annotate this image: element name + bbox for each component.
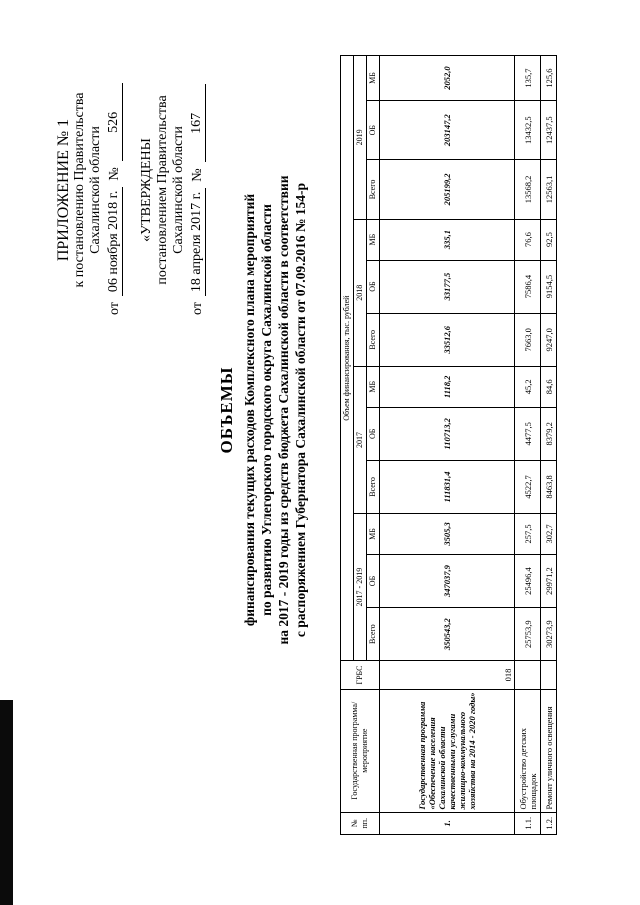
header-ob: ОБ: [367, 407, 380, 460]
heading-line-3: на 2017 - 2019 годы из средств бюджета Сахалинской области в соответствии: [276, 175, 291, 645]
row-num: 1.2.: [541, 812, 557, 834]
row-value: 12437,5: [541, 101, 557, 160]
header-num: № пп.: [341, 812, 380, 834]
row-value: 302,7: [541, 514, 557, 555]
appendix-number: 526: [106, 83, 123, 161]
heading-line-4: с распоряжением Губернатора Сахалинской области от 07.09.2016 № 154-р: [293, 182, 308, 638]
table-row: [380, 56, 515, 835]
header-name: Государственная программа/мероприятие: [341, 689, 380, 812]
row-value: 12563,1: [541, 160, 557, 219]
row-value: 92,5: [541, 219, 557, 260]
row-value: 125,6: [541, 56, 557, 101]
row-value: 25753,9: [515, 608, 541, 661]
row-value: 30273,9: [541, 608, 557, 661]
row-value: 4522,7: [515, 460, 541, 513]
funding-table: [340, 55, 557, 835]
header-total: Всего: [367, 608, 380, 661]
approved-by-resolution: постановлением Правительства: [155, 95, 170, 285]
header-ob: ОБ: [367, 101, 380, 160]
row-value: 135,7: [515, 56, 541, 101]
row-value: 8379,2: [541, 407, 557, 460]
approved-number: 167: [189, 84, 206, 162]
document-heading: [218, 175, 309, 645]
header-funding: Объем финансирования, тыс. рублей: [341, 56, 354, 661]
row-value: 2052,0: [380, 56, 515, 101]
row-value: 257,5: [515, 514, 541, 555]
appendix-from-label: от: [107, 302, 122, 315]
approved-date: 18 апреля 2017 г.: [189, 188, 206, 296]
header-total: Всего: [367, 160, 380, 219]
row-value: 9154,5: [541, 260, 557, 313]
appendix-date-line: [106, 65, 123, 315]
header-total: Всего: [367, 460, 380, 513]
appendix-block: [56, 65, 206, 315]
appendix-date: 06 ноября 2018 г.: [106, 187, 123, 296]
row-value: 350543,2: [380, 608, 515, 661]
table-row: [541, 56, 557, 835]
header-period-2018: 2018: [354, 219, 367, 366]
row-num: 1.: [380, 812, 515, 834]
row-value: 335,1: [380, 219, 515, 260]
row-value: 1118,2: [380, 366, 515, 407]
row-value: 76,6: [515, 219, 541, 260]
row-grbs: [515, 661, 541, 690]
header-ob: ОБ: [367, 554, 380, 607]
row-value: 347037,9: [380, 554, 515, 607]
approved-date-line: [189, 65, 206, 315]
row-num: 1.1.: [515, 812, 541, 834]
row-value: 9247,0: [541, 313, 557, 366]
heading-title: ОБЪЕМЫ: [217, 366, 236, 454]
row-value: 4477,5: [515, 407, 541, 460]
approved-block: [139, 65, 206, 315]
row-grbs: [541, 661, 557, 690]
row-value: 29971,2: [541, 554, 557, 607]
approved-number-label: №: [190, 168, 205, 182]
row-value: 33512,6: [380, 313, 515, 366]
row-value: 13432,5: [515, 101, 541, 160]
appendix-region: Сахалинской области: [88, 126, 103, 254]
row-value: 25496,4: [515, 554, 541, 607]
rotated-page: [50, 55, 610, 855]
row-value: 203147,2: [380, 101, 515, 160]
approved-from-label: от: [190, 302, 205, 315]
header-grbs: ГРБС: [341, 661, 380, 690]
row-value: 3505,3: [380, 514, 515, 555]
heading-line-2: по развитию Углегорского городского округа Сахалинской области: [259, 204, 274, 616]
row-value: 84,6: [541, 366, 557, 407]
header-ob: ОБ: [367, 260, 380, 313]
row-value: 33177,5: [380, 260, 515, 313]
row-value: 110713,2: [380, 407, 515, 460]
header-mb: МБ: [367, 366, 380, 407]
row-grbs: 018: [380, 661, 515, 690]
row-value: 111831,4: [380, 460, 515, 513]
scan-edge-shadow: [0, 700, 13, 905]
row-value: 13568,2: [515, 160, 541, 219]
approved-title: «УТВЕРЖДЕНЫ: [139, 138, 154, 242]
approved-region: Сахалинской области: [171, 126, 186, 254]
header-period-2017-2019: 2017 - 2019: [354, 514, 367, 661]
header-period-2017: 2017: [354, 366, 367, 513]
row-name: Обустройство детских площадок: [515, 689, 541, 812]
table-row: [515, 56, 541, 835]
header-mb: МБ: [367, 219, 380, 260]
row-value: 45,2: [515, 366, 541, 407]
appendix-to-resolution: к постановлению Правительства: [72, 92, 87, 288]
appendix-title: ПРИЛОЖЕНИЕ № 1: [55, 118, 72, 262]
row-value: 205199,2: [380, 160, 515, 219]
heading-line-1: финансирования текущих расходов Комплексного плана мероприятий: [242, 193, 257, 627]
row-value: 8463,8: [541, 460, 557, 513]
header-mb: МБ: [367, 514, 380, 555]
row-name: Государственная программа «Обеспечение населения Сахалинской области качественными услугами жилищно-коммунального хозяйства на 2014 - 2020 годы»: [380, 689, 515, 812]
header-total: Всего: [367, 313, 380, 366]
header-mb: МБ: [367, 56, 380, 101]
row-value: 7586,4: [515, 260, 541, 313]
header-period-2019: 2019: [354, 56, 367, 220]
appendix-number-label: №: [107, 167, 122, 181]
row-value: 7663,0: [515, 313, 541, 366]
row-name: Ремонт уличного освещения: [541, 689, 557, 812]
